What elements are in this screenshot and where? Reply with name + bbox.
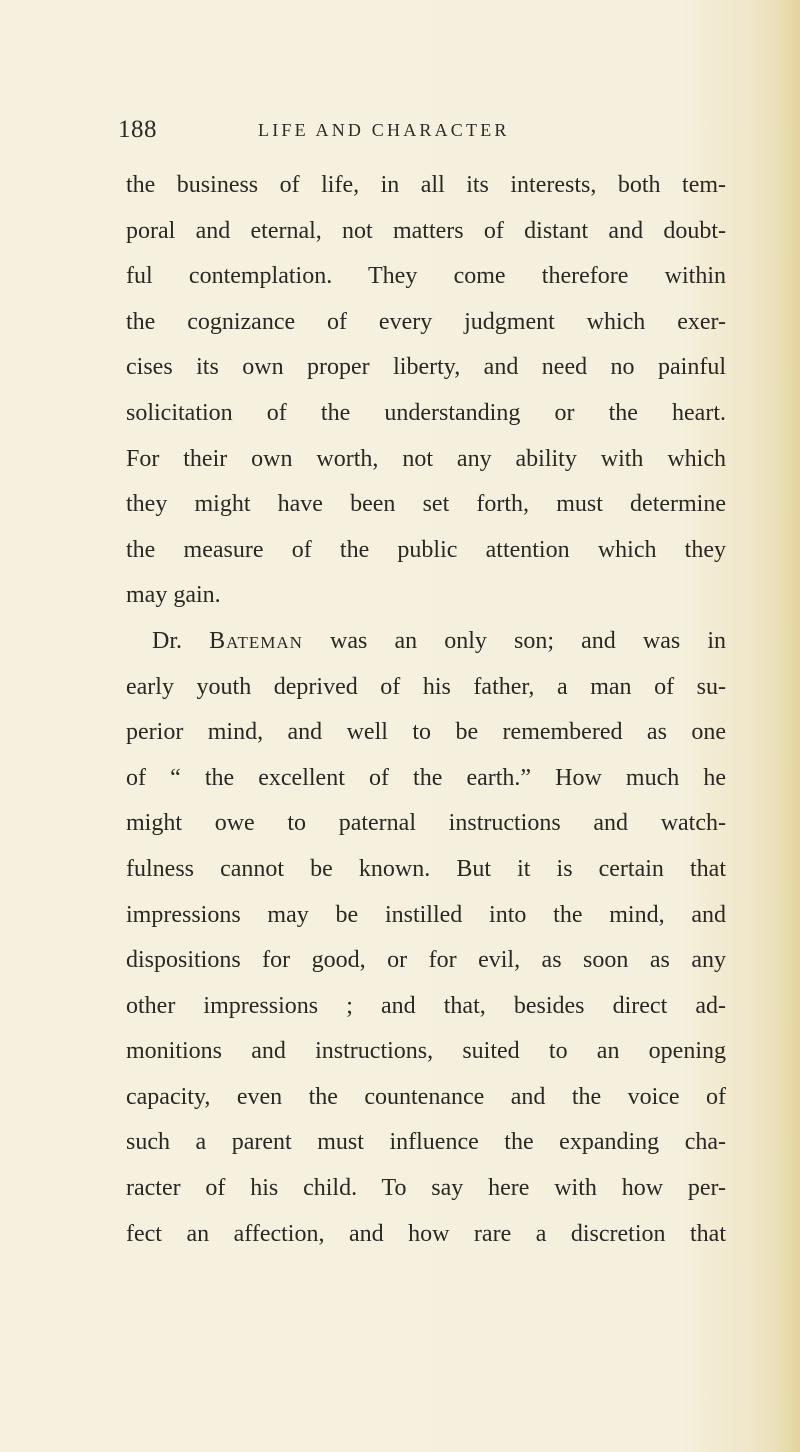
text-line: cises its own proper liberty, and need no painful — [126, 354, 726, 381]
body-text — [126, 163, 726, 1257]
text-line: fulness cannot be known. But it is certain that — [126, 855, 726, 882]
text-line: the measure of the public attention which they — [126, 536, 726, 563]
text-line — [126, 619, 726, 665]
text-fragment: was an only son; and was in — [302, 627, 727, 654]
text-line: poral and eternal, not matters of distant and doubt- — [126, 217, 726, 244]
text-line: of “ the excellent of the earth.” How much he — [126, 764, 726, 791]
text-line: solicitation of the understanding or the heart. — [126, 399, 726, 426]
paragraph-2 — [126, 619, 726, 1257]
text-line: the cognizance of every judgment which exer- — [126, 308, 726, 335]
text-line: monitions and instructions, suited to an opening — [126, 1038, 726, 1065]
text-line: For their own worth, not any ability with which — [126, 445, 726, 472]
text-line: they might have been set forth, must determine — [126, 491, 726, 518]
small-caps-name: Bateman — [209, 627, 303, 654]
text-line: perior mind, and well to be remembered as one — [126, 719, 726, 746]
running-title: LIFE AND CHARACTER — [258, 120, 510, 140]
text-line: the business of life, in all its interests, both tem- — [126, 172, 726, 198]
text-line: racter of his child. To say here with how per- — [126, 1175, 726, 1202]
text-fragment: Dr. — [152, 627, 210, 654]
text-line: fect an affection, and how rare a discretion that — [126, 1220, 726, 1247]
text-line: ful contemplation. They come therefore within — [126, 263, 726, 290]
paragraph-1 — [126, 163, 726, 619]
page-edge — [778, 0, 800, 1452]
running-head — [118, 110, 718, 150]
text-line: early youth deprived of his father, a man of su- — [126, 673, 726, 700]
text-line: capacity, even the countenance and the voice of — [126, 1083, 726, 1110]
text-line: might owe to paternal instructions and watch- — [126, 810, 726, 837]
text-line: may gain. — [126, 582, 221, 609]
page-number: 188 — [118, 116, 157, 143]
text-line: other impressions ; and that, besides direct ad- — [126, 992, 726, 1019]
text-line: such a parent must influence the expanding cha- — [126, 1129, 726, 1156]
text-line: impressions may be instilled into the mind, and — [126, 901, 726, 928]
text-line: dispositions for good, or for evil, as soon as any — [126, 947, 726, 974]
